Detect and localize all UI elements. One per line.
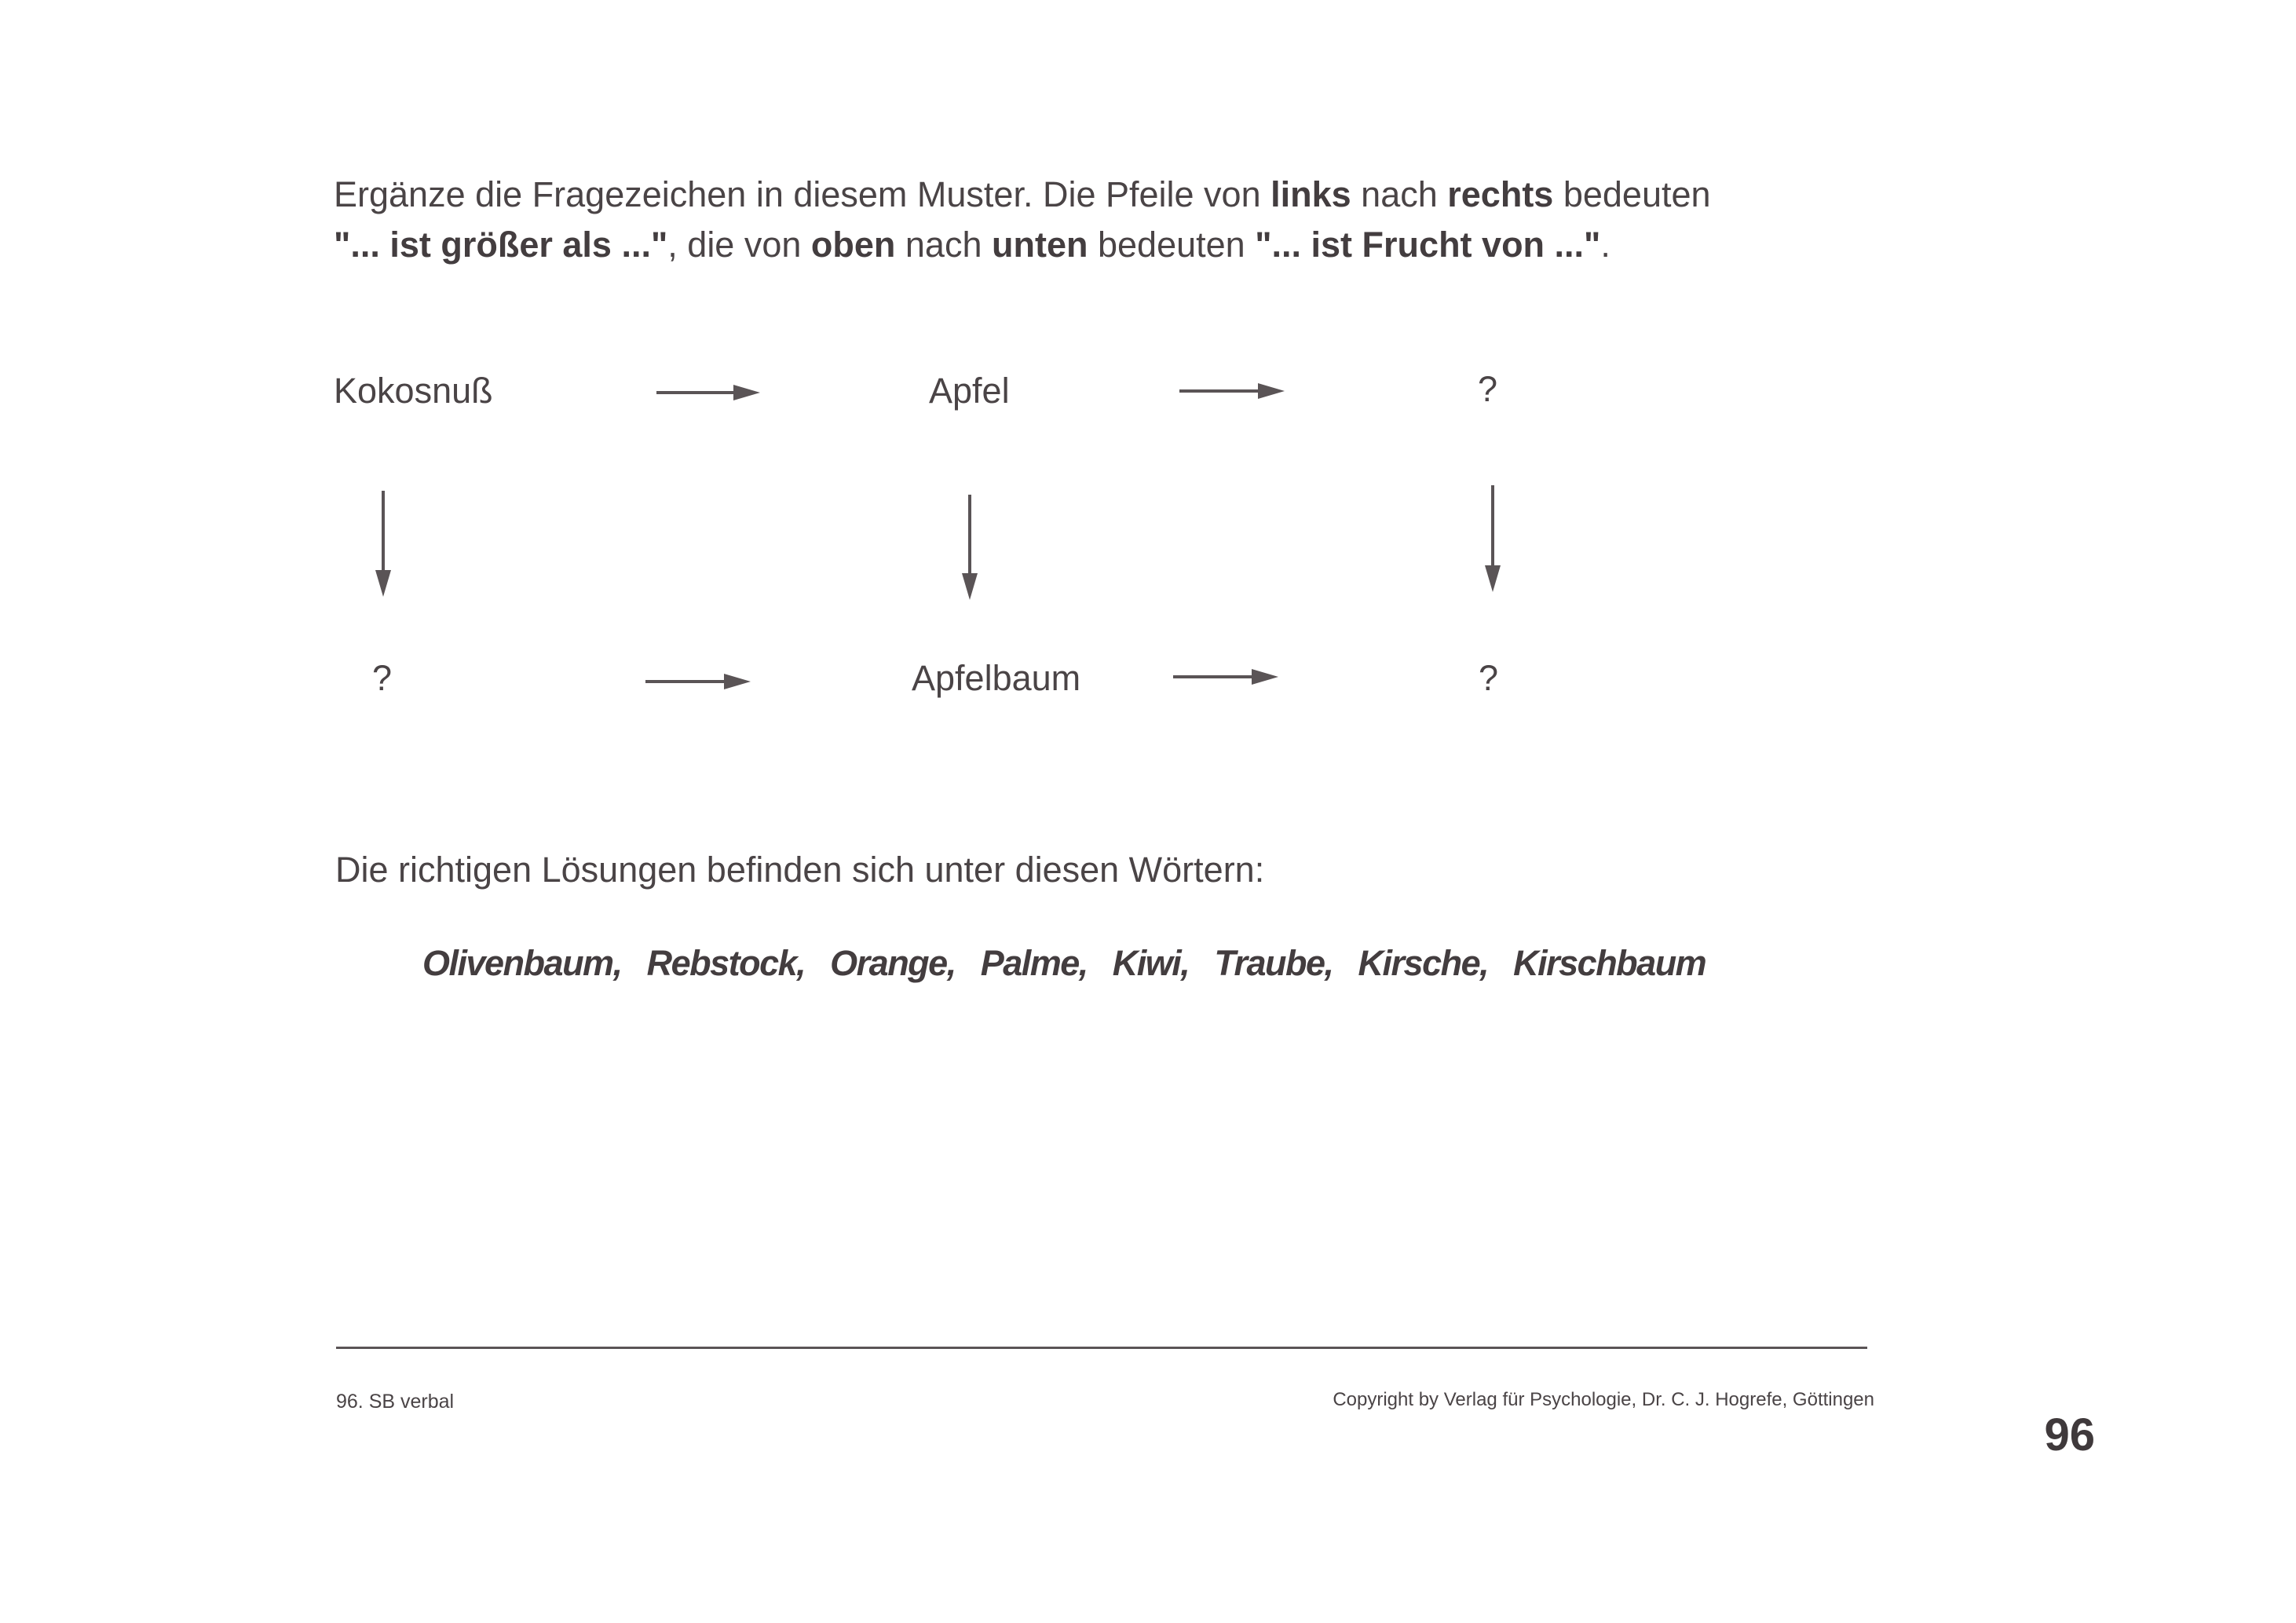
instruction-text	[334, 170, 1904, 270]
instruction-part: bedeuten	[1553, 174, 1711, 214]
instruction-part: .	[1600, 225, 1610, 265]
arrow-right-icon	[656, 385, 760, 400]
instruction-bold: rechts	[1447, 174, 1554, 214]
instruction-bold: unten	[992, 225, 1088, 265]
solution-word: Orange,	[830, 943, 956, 983]
instruction-part: Ergänze die Fragezeichen in diesem Muster. Die Pfeile von	[334, 174, 1271, 214]
diagram-cell-kokosnuss: Kokosnuß	[334, 371, 493, 411]
solution-word: Palme,	[980, 943, 1088, 983]
page-number: 96	[2044, 1409, 2095, 1460]
solution-word: Rebstock,	[646, 943, 806, 983]
instruction-part: bedeuten	[1088, 225, 1256, 265]
instruction-bold: links	[1270, 174, 1351, 214]
arrow-down-icon	[1485, 485, 1501, 592]
diagram-cell-question-bottom-right: ?	[1479, 658, 1499, 698]
diagram-cell-question-bottom-left: ?	[372, 658, 393, 698]
instruction-part: , die von	[667, 225, 811, 265]
arrow-down-icon	[375, 491, 391, 597]
instruction-bold: oben	[810, 225, 896, 265]
solution-word: Kirsche,	[1358, 943, 1489, 983]
arrow-right-icon	[1179, 383, 1285, 399]
solution-word: Kirschbaum	[1513, 943, 1706, 983]
arrow-right-icon	[1173, 669, 1278, 685]
instruction-part: nach	[1351, 174, 1448, 214]
diagram-cell-apfelbaum: Apfelbaum	[912, 658, 1081, 698]
solutions-label: Die richtigen Lösungen befinden sich unter diesen Wörtern:	[335, 850, 1265, 890]
solution-word: Kiwi,	[1112, 943, 1190, 983]
footer-item-code: 96. SB verbal	[336, 1391, 455, 1413]
solution-word: Olivenbaum,	[422, 943, 622, 983]
instruction-bold: "... ist größer als ..."	[334, 225, 668, 265]
solutions-list	[422, 941, 1706, 985]
instruction-bold: "... ist Frucht von ..."	[1255, 225, 1601, 265]
diagram-cell-apfel: Apfel	[929, 371, 1010, 411]
solution-word: Traube,	[1214, 943, 1333, 983]
diagram-cell-question-top-right: ?	[1478, 369, 1498, 409]
footer-divider	[336, 1347, 1867, 1349]
footer-copyright: Copyright by Verlag für Psychologie, Dr. C. J. Hogrefe, Göttingen	[1333, 1389, 1874, 1410]
instruction-part: nach	[895, 225, 992, 265]
arrow-right-icon	[645, 674, 751, 689]
arrow-down-icon	[962, 495, 978, 600]
